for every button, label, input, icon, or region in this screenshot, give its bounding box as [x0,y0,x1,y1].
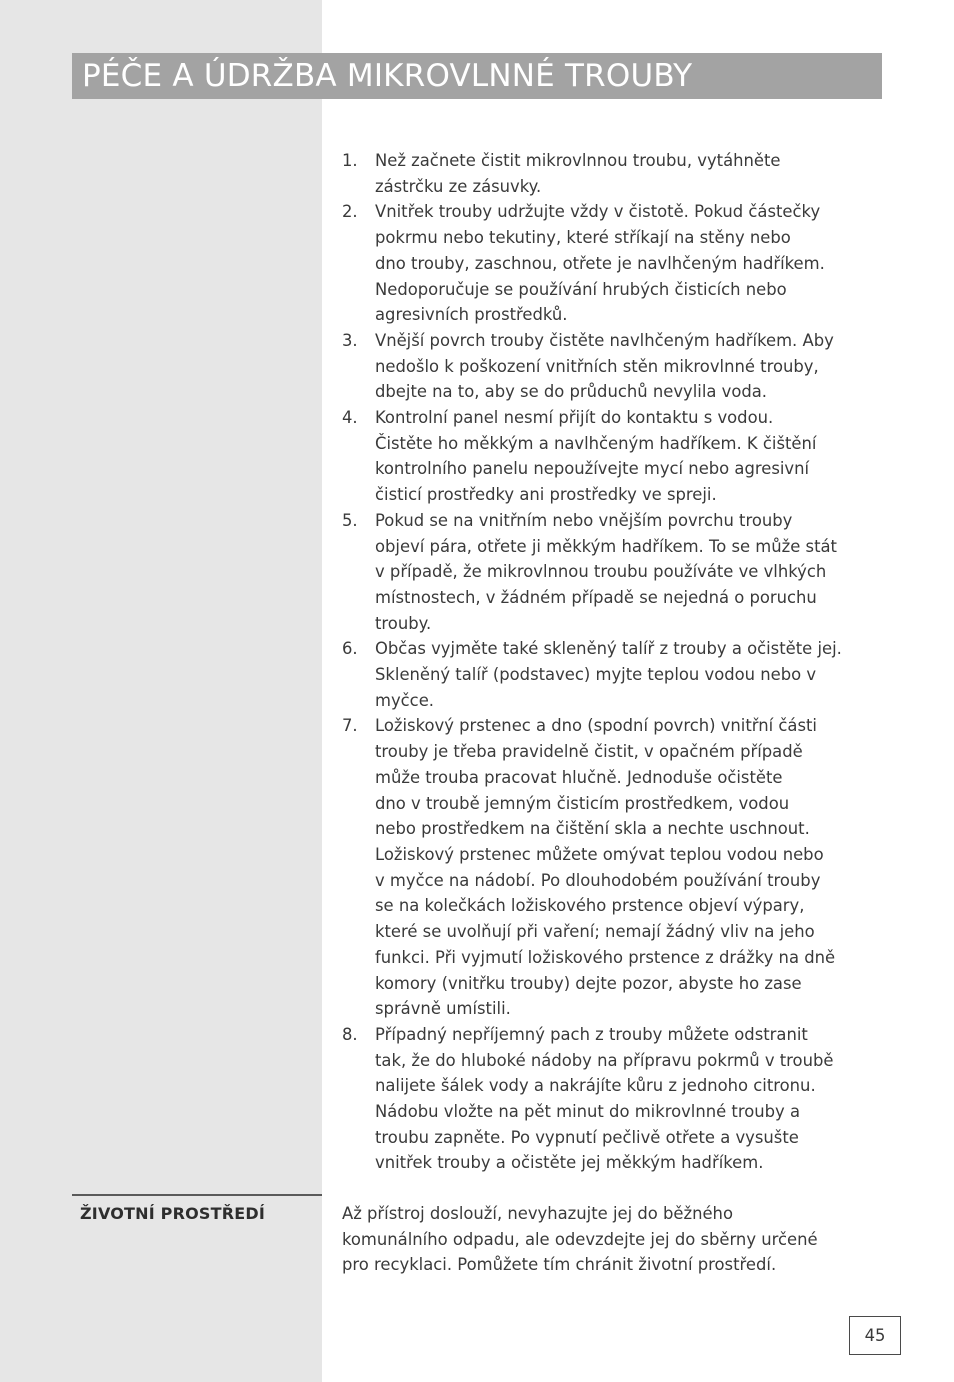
environment-heading: ŽIVOTNÍ PROSTŘEDÍ [80,1204,266,1223]
step-item-2 [342,199,887,328]
sidebar-background [0,0,322,1382]
step-item-8 [342,1022,887,1176]
step-number: 7. [342,716,358,736]
title-bar [72,53,882,99]
care-steps-list [342,148,887,1176]
step-number: 1. [342,151,358,170]
page-number: 45 [849,1316,901,1355]
step-number: 6. [342,639,358,659]
step-text: Pokud se na vnitřním nebo vnějším povrchu trouby objeví pára, otřete ji měkkým hadříkem. To se může stát v případě, že mikrovlnnou troubu používáte ve vlhkých místnostech, v žádném případě se nejedná o poruchu trouby. [375,510,837,633]
step-number: 8. [342,1024,358,1044]
page-title: PÉČE A ÚDRŽBA MIKROVLNNÉ TROUBY [82,58,693,94]
step-item-7 [342,713,887,1021]
step-item-1 [342,148,887,199]
step-number: 5. [342,510,358,530]
step-item-5 [342,508,887,637]
environment-text: Až přístroj doslouží, nevyhazujte jej do běžného komunálního odpadu, ale odevzdejte jej do sběrny určené pro recyklaci. Pomůžete tím chránit životní prostředí. [342,1204,818,1275]
step-item-4 [342,405,887,508]
step-number: 3. [342,330,358,350]
step-text: Ložiskový prstenec a dno (spodní povrch) vnitřní části trouby je třeba pravidelně čistit, v opačném případě může trouba pracovat hlučně. Jednoduše očistěte dno v troubě jemným čisticím prostředkem, vodou nebo prostředkem na čištění skla a nechte uschnout. Ložiskový prstenec můžete omývat teplou vodou nebo v myčce na nádobí. Po dlouhodobém používání trouby se na kolečkách ložiskového prstence objeví výpary, které se uvolňují při vaření; nemají žádný vliv na jeho funkci. Při vyjmutí ložiskového prstence z drážky na dně komory (vnitřku trouby) dejte pozor, abyste ho zase správně umístili. [375,716,836,1019]
step-number: 4. [342,408,358,428]
step-text: Kontrolní panel nesmí přijít do kontaktu s vodou. Čistěte ho měkkým a navlhčeným hadříkem. K čištění kontrolního panelu nepoužívejte mycí nebo agresivní čisticí prostředky ani prostředky ve spreji. [375,408,817,505]
step-text: Vnitřek trouby udržujte vždy v čistotě. Pokud částečky pokrmu nebo tekutiny, které stříkají na stěny nebo dno trouby, zaschnou, otřete je navlhčeným hadříkem. Nedoporučuje se používání hrubých čisticích nebo agresivních prostředků. [375,202,825,325]
step-item-3 [342,328,887,405]
step-text: Vnější povrch trouby čistěte navlhčeným hadříkem. Aby nedošlo k poškození vnitřních stěn mikrovlnné trouby, dbejte na to, aby se do průduchů nevylila voda. [375,330,834,402]
step-number: 2. [342,202,358,222]
step-item-6 [342,636,887,713]
section-divider [72,1194,322,1196]
step-text: Než začnete čistit mikrovlnnou troubu, vytáhněte zástrčku ze zásuvky. [375,151,781,196]
step-text: Občas vyjměte také skleněný talíř z trouby a očistěte jej. Skleněný talíř (podstavec) myjte teplou vodou nebo v myčce. [375,639,842,710]
step-text: Případný nepříjemný pach z trouby můžete odstranit tak, že do hluboké nádoby na přípravu pokrmů v troubě nalijete šálek vody a nakrájíte kůru z jednoho citronu. Nádobu vložte na pět minut do mikrovlnné trouby a troubu zapněte. Po vypnutí pečlivě otřete a vysušte vnitřek trouby a očistěte jej měkkým hadříkem. [375,1024,834,1173]
